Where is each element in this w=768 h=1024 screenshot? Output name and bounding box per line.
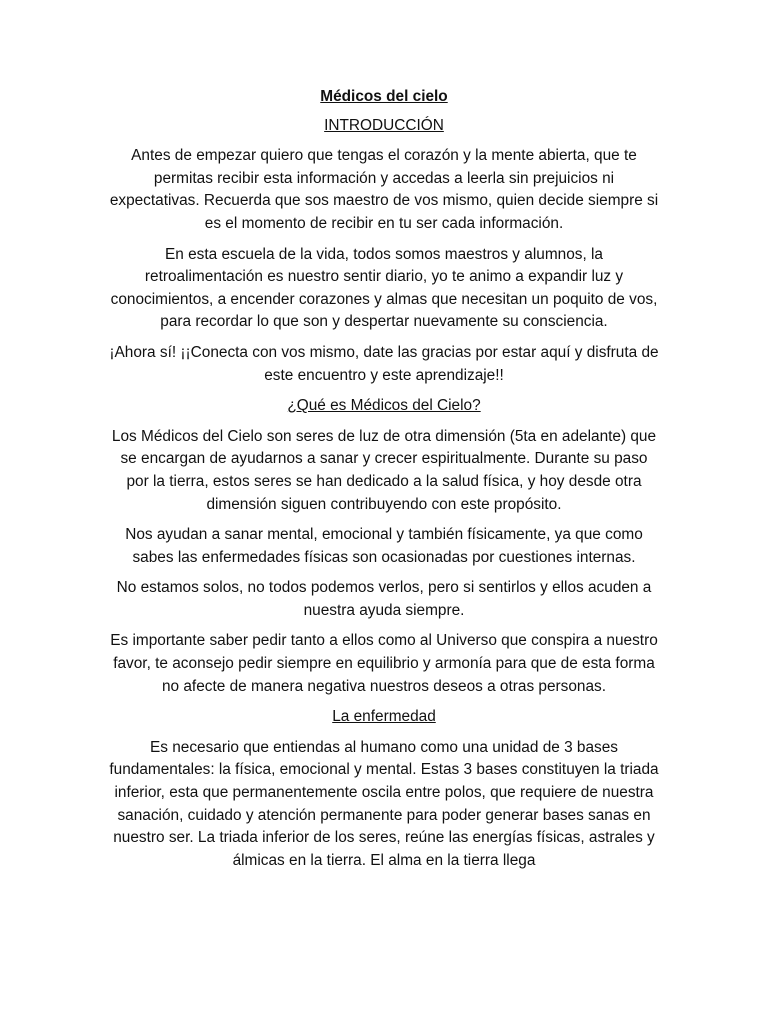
paragraph: Es necesario que entiendas al humano como una unidad de 3 bases fundamentales: la física, emocional y mental. Estas 3 bases constituyen la triada inferior, esta que permanentemente oscila entre polos, que requiere de nuestra sanación, cuidado y atención permanente para poder generar bases sanas en nuestro ser. La triada inferior de los seres, reúne las energías físicas, astrales y álmicas en la tierra. El alma en la tierra llega [109, 738, 659, 869]
paragraph: ¡Ahora sí! ¡¡Conecta con vos mismo, date las gracias por estar aquí y disfruta de este encuentro y este aprendizaje!! [109, 343, 659, 384]
section-introduccion [108, 115, 660, 388]
paragraph: No estamos solos, no todos podemos verlos, pero si sentirlos y ellos acuden a nuestra ayuda siempre. [116, 579, 652, 619]
paragraph: Es importante saber pedir tanto a ellos como al Universo que conspira a nuestro favor, te aconsejo pedir siempre en equilibrio y armonía para que de esta forma no afecte de manera negativa nuestros deseos a otras personas. [110, 632, 658, 695]
section-heading-la-enfermedad: La enfermedad [332, 708, 436, 726]
document-page [108, 86, 660, 880]
section-que-es-medicos-del-cielo [108, 395, 660, 698]
section-heading-que-es: ¿Qué es Médicos del Cielo? [287, 397, 481, 415]
section-la-enfermedad [108, 706, 660, 872]
document-title: Médicos del cielo [320, 88, 448, 105]
section-heading-introduccion: INTRODUCCIÓN [324, 116, 444, 134]
paragraph: En esta escuela de la vida, todos somos maestros y alumnos, la retroalimentación es nuestro sentir diario, yo te animo a expandir luz y conocimientos, a encender corazones y almas que necesitan un poquito de vos, para recordar lo que son y despertar nuevamente su consciencia. [110, 245, 658, 331]
paragraph: Los Médicos del Cielo son seres de luz de otra dimensión (5ta en adelante) que se encargan de ayudarnos a sanar y crecer espiritualmente. Durante su paso por la tierra, estos seres se han dedicado a la salud física, y hoy desde otra dimensión siguen contribuyendo con este propósito. [111, 427, 657, 513]
paragraph: Antes de empezar quiero que tengas el corazón y la mente abierta, que te permitas recibir esta información y accedas a leerla sin prejuicios ni expectativas. Recuerda que sos maestro de vos mismo, quien decide siempre si es el momento de recibir en tu ser cada información. [109, 147, 659, 232]
paragraph: Nos ayudan a sanar mental, emocional y también físicamente, ya que como sabes las enfermedades físicas son ocasionadas por cuestiones internas. [125, 526, 643, 566]
